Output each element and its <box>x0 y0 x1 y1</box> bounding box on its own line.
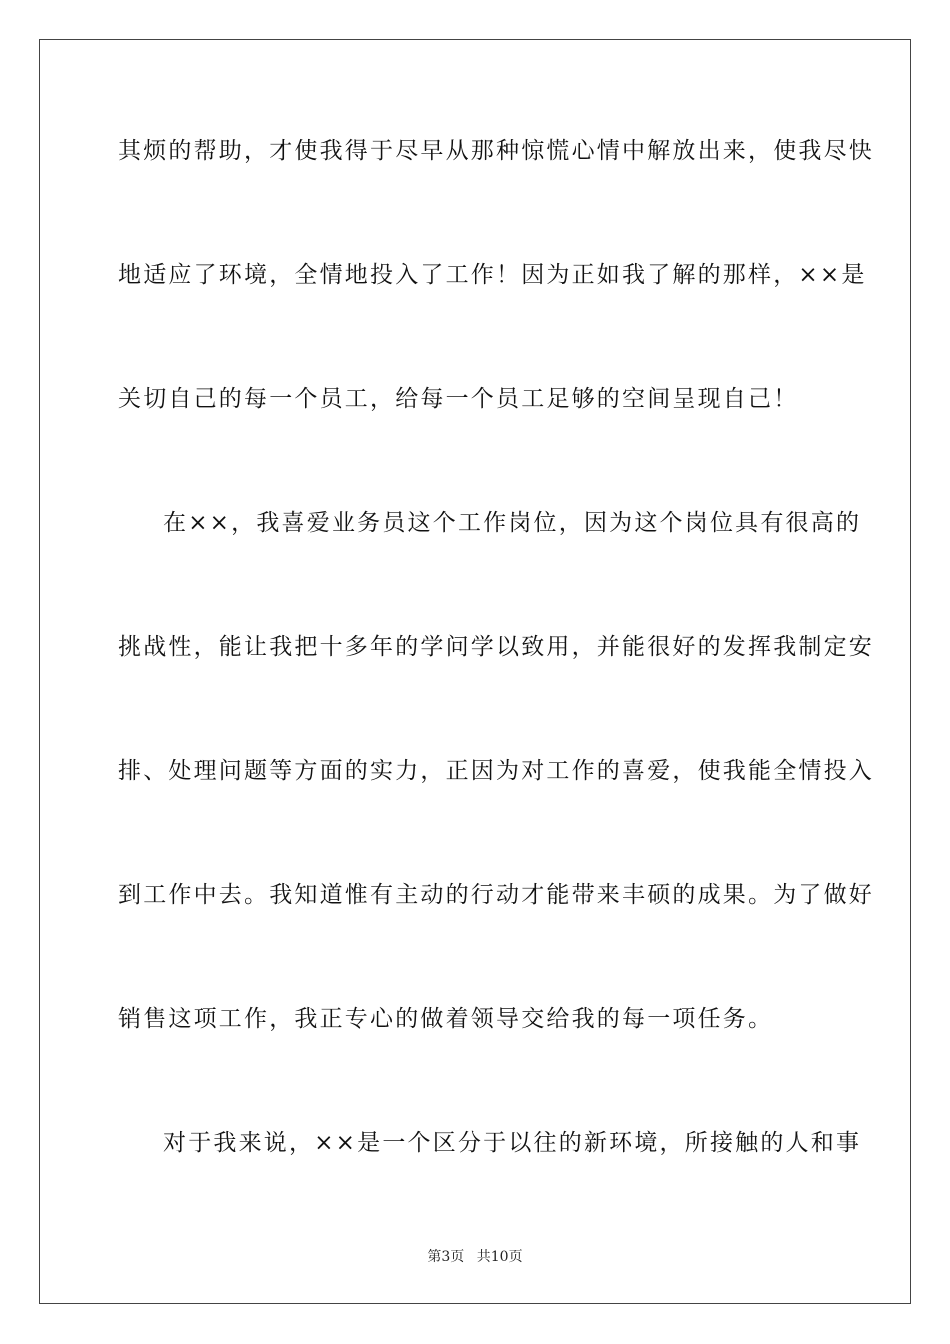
body-text-line: 挑战性，能让我把十多年的学问学以致用，并能很好的发挥我制定安 <box>118 634 874 660</box>
paragraph-first-line: 对于我来说，××是一个区分于以往的新环境，所接触的人和事 <box>163 1130 862 1156</box>
body-text-line: 到工作中去。我知道惟有主动的行动才能带来丰硕的成果。为了做好 <box>118 882 874 908</box>
body-text-line: 其烦的帮助，才使我得于尽早从那种惊慌心情中解放出来，使我尽快 <box>118 138 874 164</box>
page-number-footer <box>0 1248 950 1266</box>
body-text-line: 关切自己的每一个员工，给每一个员工足够的空间呈现自己！ <box>118 386 799 412</box>
body-text-line: 销售这项工作，我正专心的做着领导交给我的每一项任务。 <box>118 1006 774 1032</box>
body-text-line: 排、处理问题等方面的实力，正因为对工作的喜爱，使我能全情投入 <box>118 758 874 784</box>
paragraph-first-line: 在××，我喜爱业务员这个工作岗位，因为这个岗位具有很高的 <box>163 510 862 536</box>
page-border <box>39 39 911 1304</box>
body-text-line: 地适应了环境，全情地投入了工作！因为正如我了解的那样，××是 <box>118 262 867 288</box>
total-pages-label: 共10页 <box>476 1249 523 1265</box>
current-page-label: 第3页 <box>427 1249 465 1265</box>
